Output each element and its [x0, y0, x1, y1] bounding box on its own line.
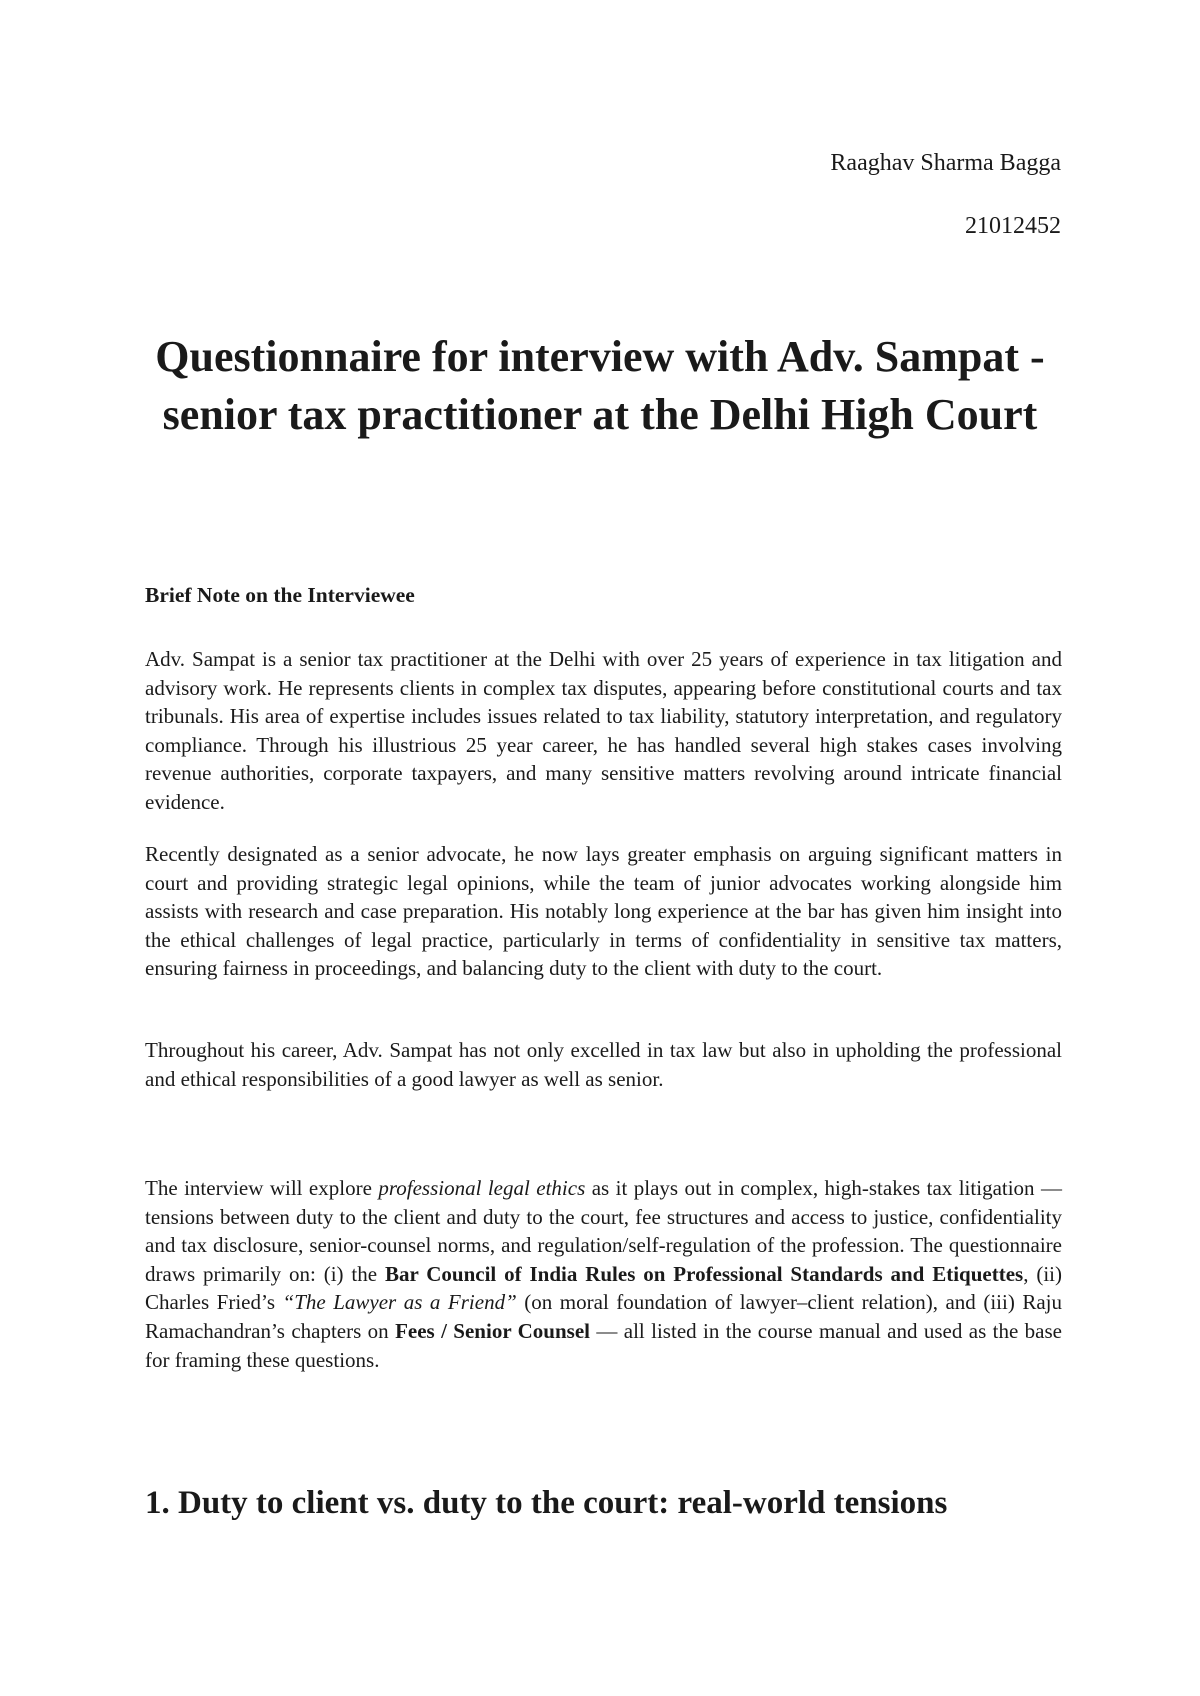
brief-note-paragraph-2: Recently designated as a senior advocate, he now lays greater emphasis on arguing significant matters in court and providing strategic legal opinions, while the team of junior advocates working alongside him assists with research and case preparation. His notably long experience at the bar has given him insight into the ethical challenges of legal practice, particularly in terms of confidentiality in sensitive tax matters, ensuring fairness in proceedings, and balancing duty to the client with duty to the court.: [145, 842, 1062, 981]
brief-note-paragraph-1: Adv. Sampat is a senior tax practitioner at the Delhi with over 25 years of experience in tax litigation and advisory work. He represents clients in complex tax disputes, appearing before constitutional courts and tax tribunals. His area of expertise includes issues related to tax liability, statutory interpretation, and regulatory compliance. Through his illustrious 25 year career, he has handled several high stakes cases involving revenue authorities, corporate taxpayers, and many sensitive matters revolving around intricate financial evidence.: [145, 647, 1062, 814]
intro-text-4: (on moral foundation of lawyer–client relation), and (iii) Raju Ramachandran’s chapters on: [145, 1290, 1062, 1343]
document-title: Questionnaire for interview with Adv. Sampat - senior tax practitioner at the Delhi High Court: [155, 332, 1045, 439]
intro-text-2: as it plays out in complex, high-stakes tax litigation — tensions between duty to the client and duty to the court, fee structures and access to justice, confidentiality and tax disclosure, senior-counsel norms, and regulation/self-regulation of the profession. The questionnaire draws primarily on: (i) the: [145, 1176, 1062, 1286]
intro-text-1: The interview will explore: [145, 1176, 379, 1200]
intro-fees-senior-counsel: Fees / Senior Counsel: [395, 1318, 590, 1343]
intro-text-3: , (ii) Charles Fried’s: [145, 1261, 1063, 1315]
intro-text-5: — all listed in the course manual and used as the base for framing these questions.: [145, 1318, 1062, 1372]
author-name: Raaghav Sharma Bagga: [830, 150, 1061, 176]
intro-bci-rules: Bar Council of India Rules on Professional Standards and Etiquettes: [384, 1261, 1024, 1286]
brief-note-heading: Brief Note on the Interviewee: [145, 583, 415, 607]
intro-fried-title: “The Lawyer as a Friend”: [282, 1290, 517, 1315]
intro-paragraph: [145, 1174, 1062, 1374]
section-1-heading: 1. Duty to client vs. duty to the court: real-world tensions: [145, 1485, 948, 1521]
brief-note-paragraph-3: Throughout his career, Adv. Sampat has not only excelled in tax law but also in upholding the professional and ethical responsibilities of a good lawyer as well as senior.: [145, 1038, 1062, 1091]
roll-number: 21012452: [965, 213, 1061, 239]
intro-emphasis-ethics: professional legal ethics: [378, 1176, 586, 1200]
